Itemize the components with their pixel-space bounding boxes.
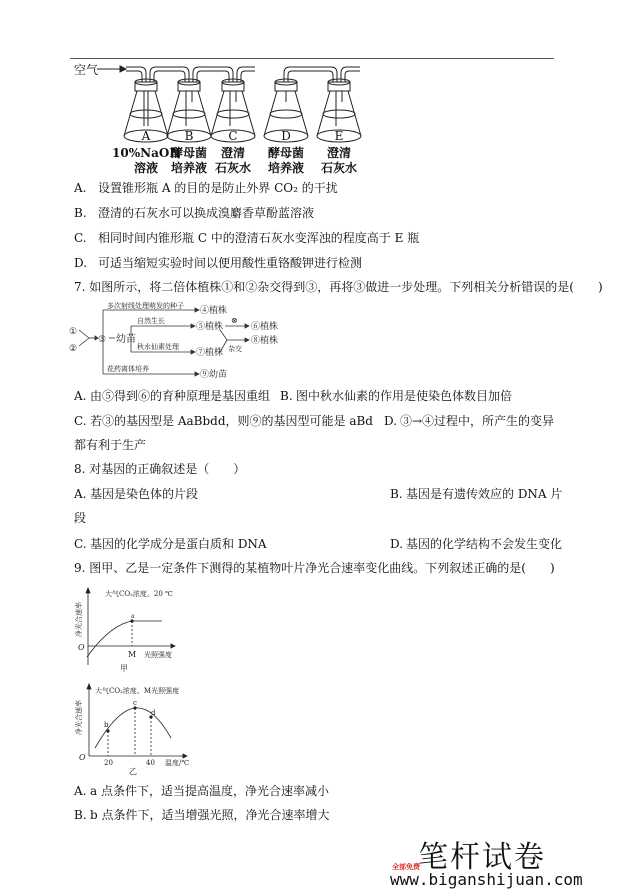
q6-option-a: A. 设置锥形瓶 A 的目的是防止外界 CO₂ 的干扰 [74,181,338,195]
chart-jia-title: 大气CO₂浓度、20 ℃ [105,590,173,598]
seedling-9-label: ⑨幼苗 [200,370,228,380]
seedling-label: 幼苗 [116,334,136,345]
chart-yi-xtick-20: 20 [104,759,113,767]
q7-option-d-continued: 都有利于生产 [74,438,147,452]
q6-option-d: D. 可适当缩短实验时间以便用酸性重铬酸钾进行检测 [74,256,363,270]
air-label: 空气 [74,63,99,77]
chart-jia-name: 甲 [120,664,128,673]
q7-breeding-diagram [65,300,305,385]
watermark-url: www.biganshijuan.com [390,870,583,889]
q7-option-a: A. 由⑤得到⑥的育种原理是基因重组 [74,389,271,403]
q6-option-b: B. 澄清的石灰水可以换成溴麝香草酚蓝溶液 [74,206,315,220]
natural-growth-label: 自然生长 [137,317,165,325]
chart-jia-xtick-m: M [128,650,137,659]
flask-letter-a: A [141,129,151,143]
q7-option-d: D. ③→④过程中，所产生的变异 [384,414,555,428]
parent-1-label: ① [69,327,78,337]
q9-stem: 9. 图甲、乙是一定条件下测得的某植物叶片净光合速率变化曲线。下列叙述正确的是( ) [74,561,555,575]
flask-d-label: 酵母菌 培养液 [267,146,304,175]
flask-letter-b: B [184,129,194,143]
chart-yi [65,680,225,780]
flask-c-label: 澄清 石灰水 [214,146,251,175]
chart-yi-origin: O [79,753,86,762]
flask-diagram-icon [70,58,390,148]
q7-option-c: C. 若③的基因型是 AaBbdd，则⑨的基因型可能是 aBd [74,414,373,428]
q8-option-b: B. 基因是有遗传效应的 DNA 片 [390,487,563,501]
flask-a-label: 10%NaOH 溶液 [112,146,181,175]
apparatus-figure [70,58,390,178]
flask-b-label: 酵母菌 培养液 [170,146,207,175]
watermark-title: 笔杆试卷 [418,840,546,875]
q8-option-c: C. 基因的化学成分是蛋白质和 DNA [74,537,267,551]
cross-label: 杂交 [228,345,242,353]
chart-jia [65,585,215,680]
radiation-label: 多次射线处理萌发的种子 [107,302,184,310]
flask-letter-d: D [281,129,291,143]
plant-4-label: ④植株 [200,306,228,316]
f1-label: ③ [98,335,107,345]
chart-yi-xlabel: 温度/℃ [165,759,190,767]
plant-8-label: ⑧植株 [251,336,279,346]
anther-culture-label: 花药离体培养 [107,365,149,373]
parent-2-label: ② [69,344,78,354]
chart-yi-ylabel: 净光合速率 [75,700,83,735]
chart-jia-ylabel: 净光合速率 [75,602,83,637]
plant-6-label: ⑥植株 [251,322,279,332]
point-c-label: c [133,699,137,707]
chart-jia-xlabel: 光照强度 [144,651,172,659]
q9-option-b: B. b 点条件下，适当增强光照，净光合速率增大 [74,808,330,822]
watermark [390,832,626,890]
q8-stem: 8. 对基因的正确叙述是（ ） [74,462,246,476]
point-a-label: a [131,613,135,620]
q7-option-b: B. 图中秋水仙素的作用是使染色体数目加倍 [280,389,513,403]
flask-e-label: 澄清 石灰水 [320,146,357,175]
q9-option-a: A. a 点条件下，适当提高温度，净光合速率减小 [74,784,329,798]
q8-option-d: D. 基因的化学结构不会发生变化 [390,537,563,551]
q6-option-c: C. 相同时间内锥形瓶 C 中的澄清石灰水变浑浊的程度高于 E 瓶 [74,231,420,245]
chart-yi-xtick-40: 40 [146,759,155,767]
q8-option-b-continued: 段 [74,511,87,525]
point-d-label: d [151,709,156,717]
flask-letter-c: C [228,129,238,143]
colchicine-label: 秋水仙素处理 [137,343,179,351]
plant-7-label: ⑦植株 [196,348,224,358]
point-b-label: b [104,721,109,729]
chart-jia-origin: O [78,643,85,652]
chart-yi-title: 大气CO₂浓度、M光照强度 [95,687,180,695]
selfing-symbol: ⊗ [231,316,238,325]
q7-stem: 7. 如图所示，将二倍体植株①和②杂交得到③，再将③做进一步处理。下列相关分析错误的是( ) [74,280,603,294]
chart-yi-name: 乙 [129,767,137,776]
plant-5-label: ⑤植株 [196,322,224,332]
watermark-free-tag: 全部免费 [392,863,420,871]
q8-option-a: A. 基因是染色体的片段 [74,487,199,501]
flask-letter-e: E [334,129,344,143]
